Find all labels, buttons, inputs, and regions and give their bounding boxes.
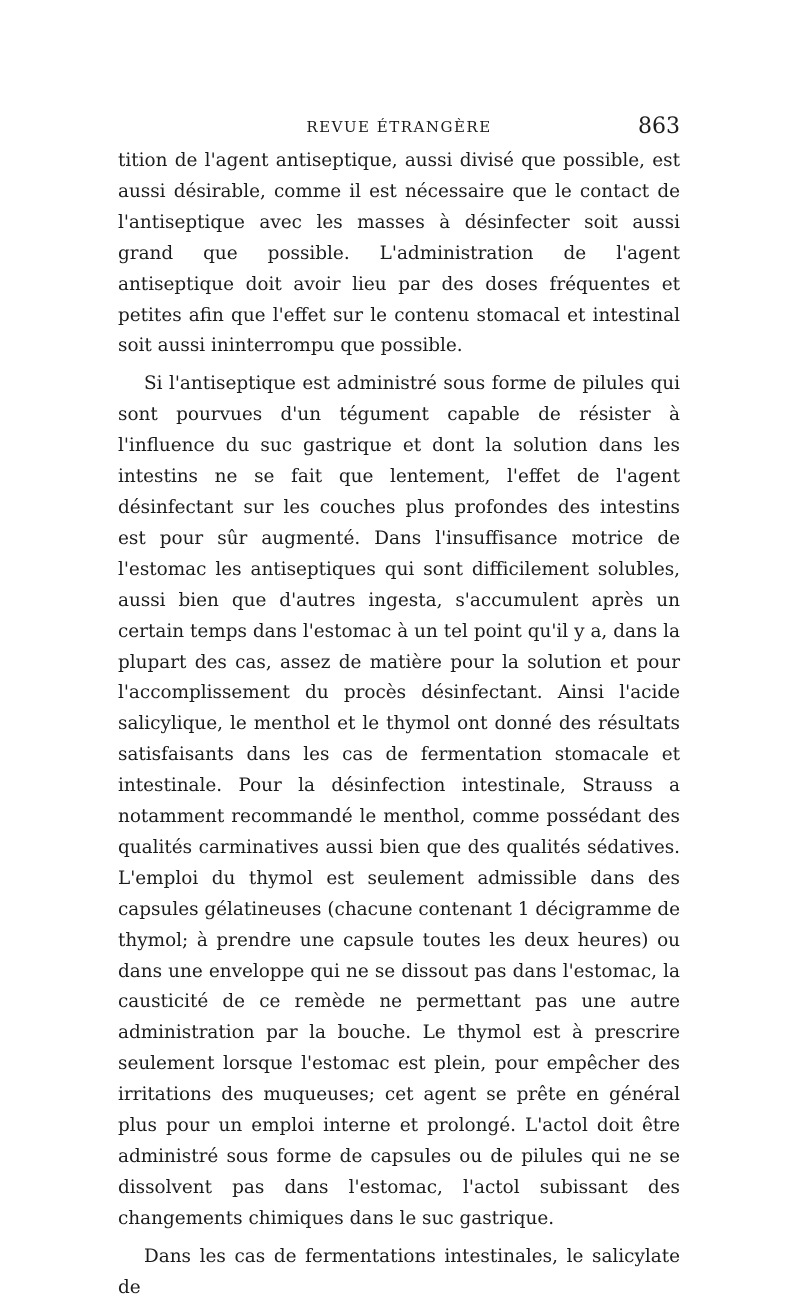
book-page (118, 112, 680, 1304)
running-head (118, 112, 680, 146)
paragraph: Si l'antiseptique est administré sous forme de pilules qui sont pourvues d'un tégument capable de résister à l'influence du suc gastrique et dont la solution dans les intestins ne se fait que lentement, l'effet de l'agent désinfectant sur les couches plus profondes des intestins est pour sûr augmenté. Dans l'insuffisance motrice de l'estomac les antiseptiques qui sont difficilement solubles, aussi bien que d'autres ingesta, s'accumulent après un certain temps dans l'estomac à un tel point qu'il y a, dans la plupart des cas, assez de matière pour la solution et pour l'accomplissement du procès désinfectant. Ainsi l'acide salicylique, le menthol et le thymol ont donné des résultats satisfaisants dans les cas de fermentation stomacale et intestinale. Pour la désinfection intestinale, Strauss a notamment recommandé le menthol, comme possédant des qualités carminatives aussi bien que des qualités sédatives. L'emploi du thymol est seulement admissible dans des capsules gélatineuses (chacune contenant 1 décigramme de thymol; à prendre une capsule toutes les deux heures) ou dans une enveloppe qui ne se dissout pas dans l'estomac, la causticité de ce remède ne permettant pas une autre administration par la bouche. Le thymol est à prescrire seulement lorsque l'estomac est plein, pour empêcher des irritations des muqueuses; cet agent se prête en général plus pour un emploi interne et prolongé. L'actol doit être administré sous forme de capsules ou de pilules qui ne se dissolvent pas dans l'estomac, l'actol subissant des changements chimiques dans le suc gastrique. (118, 373, 680, 1229)
body-text (118, 146, 680, 1304)
page-number: 863 (638, 114, 680, 139)
paragraph-continuation: tition de l'agent antiseptique, aussi divisé que possible, est aussi désirable, comme il est nécessaire que le contact de l'antiseptique avec les masses à désinfecter soit aussi grand que possible. L'administration de l'agent antiseptique doit avoir lieu par des doses fréquentes et petites afin que l'effet sur le contenu stomacal et intestinal soit aussi ininterrompu que possible. (118, 150, 680, 357)
running-title: REVUE ÉTRANGÈRE (306, 118, 492, 136)
paragraph-final: Dans les cas de fermentations intestinales, le salicylate de (118, 1245, 680, 1298)
